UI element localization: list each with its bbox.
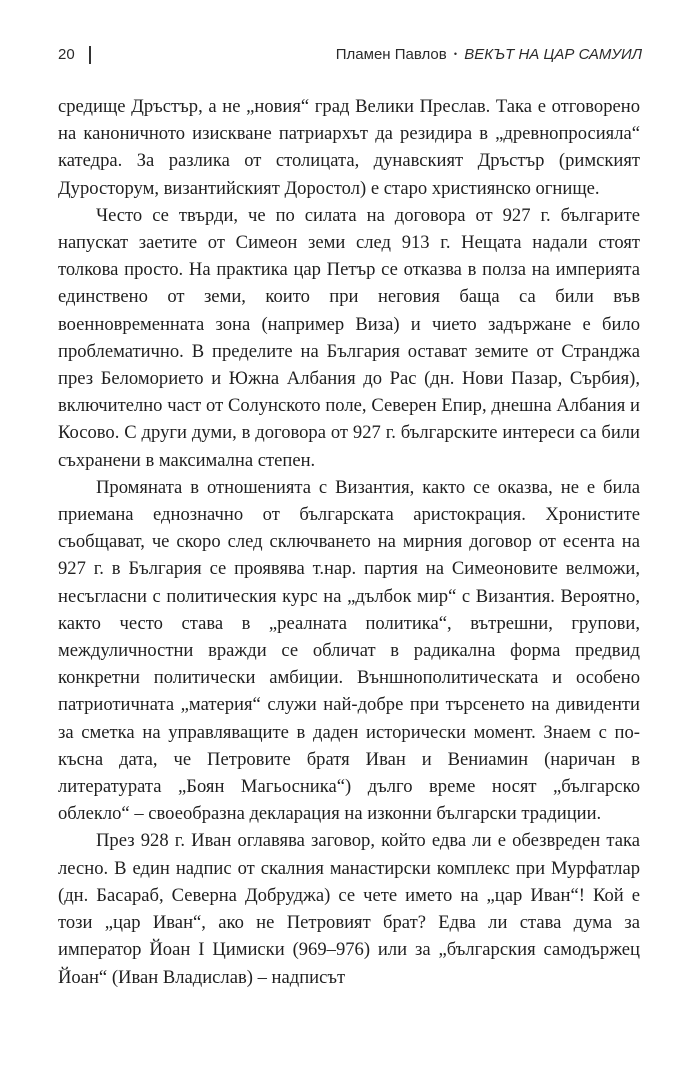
running-head — [336, 46, 642, 63]
paragraph-1: средище Дръстър, а не „новия“ град Велики Преслав. Така е отговорено на каноничното изискване патриархът да резидира в „древнопросияла“ катедра. За разлика от столицата, дунавският Дръстър (римският Дуросторум, византийският Доростол) е старо християнско огнище. — [58, 96, 640, 199]
paragraph-4: През 928 г. Иван оглавява заговор, който едва ли е обезвреден така лесно. В един надпис от скалния манастирски комплекс при Мурфатлар (дн. Басараб, Северна Добруджа) се чете името на „цар Иван“! Кой е този „цар Иван“, ако не Петровият брат? Едва ли става дума за император Йоан I Цимиски (969–976) или за „българския самодържец Йоан“ (Иван Владислав) – надписът — [58, 830, 640, 988]
running-header — [58, 44, 642, 68]
book-title: ВЕКЪТ НА ЦАР САМУИЛ — [464, 46, 642, 63]
header-bullet: • — [453, 49, 458, 59]
author-name: Пламен Павлов — [335, 46, 447, 63]
paragraph-2: Често се твърди, че по силата на договора от 927 г. българите напускат заетите от Симеон земи след 913 г. Нещата надали стоят толкова просто. На практика цар Петър се отказва в полза на империята единствено от земи, които при неговия баща са били във военновременната зона (например Виза) и чието задържане е било проблематично. В пределите на България остават земите от Странджа през Беломорието и Южна Албания до Рас (дн. Нови Пазар, Сърбия), включително част от Солунското поле, Северен Епир, днешна Албания и Косово. С други думи, в договора от 927 г. българските интереси са били съхранени в максимална степен. — [58, 204, 640, 471]
page-number-divider — [89, 46, 91, 64]
page-number: 20 — [58, 46, 75, 63]
body-text — [58, 93, 640, 991]
paragraph-3: Промяната в отношенията с Византия, както се оказва, не е била приемана еднозначно от българската аристокрация. Хронистите съобщават, че скоро след сключването на мирния договор от есента на 927 г. в България се проявява т.нар. партия на Симеоновите велможи, несъгласни с политическия курс на „дълбок мир“ с Византия. Вероятно, както често става в „реалната политика“, вътрешни, групови, междуличностни вражди се обличат в радикална форма предвид конкретни политически амбиции. Външнополитическата и особено патриотичната „материя“ служи най-добре при търсенето на дивиденти за сметка на управляващите в даден исторически момент. Знаем с по-късна дата, че Петровите братя Иван и Вениамин (наричан в литературата „Боян Магьосника“) дълго време носят „българско облекло“ – своеобразна декларация на изконни български традиции. — [58, 476, 640, 825]
